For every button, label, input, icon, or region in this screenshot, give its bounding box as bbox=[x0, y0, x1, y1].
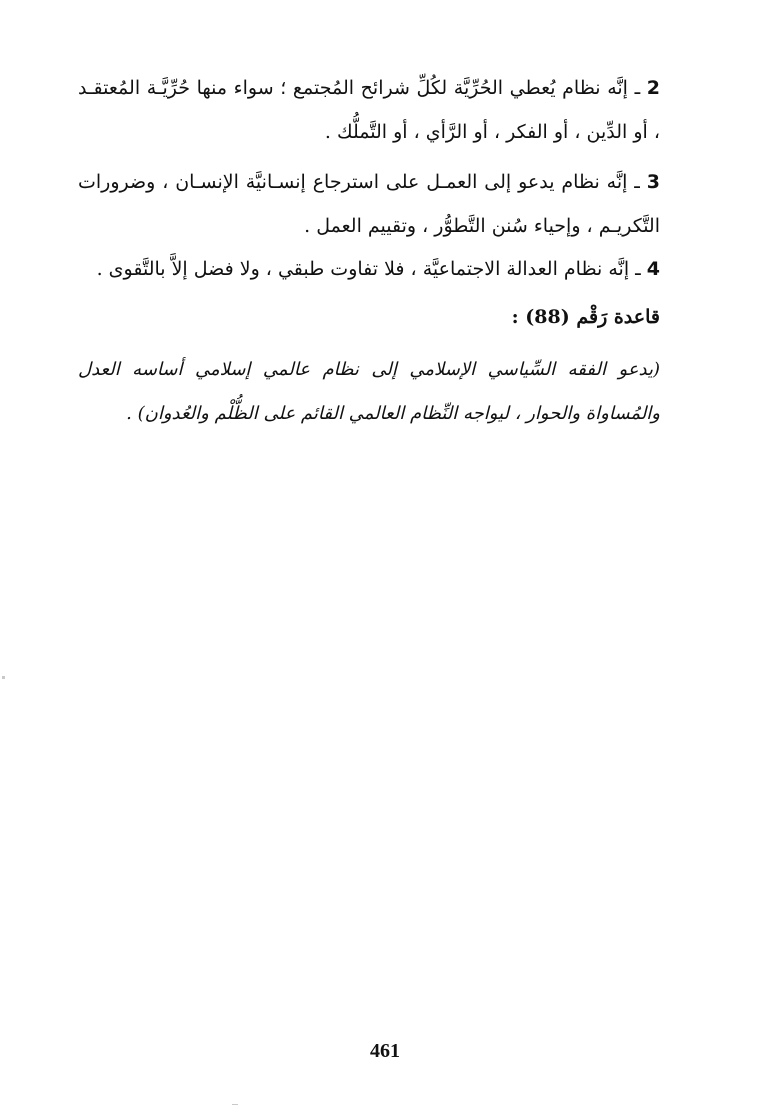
page-number: 461 bbox=[370, 1040, 400, 1062]
scan-speck bbox=[2, 676, 5, 679]
list-item-3 bbox=[78, 160, 660, 248]
rule-heading: قاعدة رَقْم (88) : bbox=[511, 306, 660, 328]
list-item-2 bbox=[78, 66, 660, 154]
scan-speck bbox=[232, 1104, 238, 1105]
list-item-number: 4 bbox=[646, 258, 660, 280]
list-item-text: ـ إنَّه نظام يُعطي الحُرِّيَّة لكُلِّ شرائح المُجتمع ؛ سواء منها حُرِّيَّـة المُعتقـد ، أو الدِّين ، أو الفكر ، أو الرَّأي ، أو التَّملُّك . bbox=[78, 77, 660, 143]
list-item-text: ـ إنَّه نظام العدالة الاجتماعيَّة ، فلا تفاوت طبقي ، ولا فضل إلاَّ بالتَّقوى . bbox=[96, 258, 641, 280]
list-item-4 bbox=[78, 247, 660, 291]
list-item-text: ـ إنَّه نظام يدعو إلى العمـل على استرجاع إنسـانيَّة الإنسـان ، وضرورات التَّكريـم ، وإحياء سُنن التَّطوُّر ، وتقييم العمل . bbox=[78, 171, 660, 237]
list-item-number: 2 bbox=[646, 77, 660, 99]
list-item-number: 3 bbox=[646, 171, 660, 193]
rule-quote: (يدعو الفقه السِّياسي الإسلامي إلى نظام عالمي إسلامي أساسه العدل والمُساواة والحوار ، ليواجه النِّظام العالمي القائم على الظُّلْم والعُدوان) . bbox=[78, 359, 660, 424]
